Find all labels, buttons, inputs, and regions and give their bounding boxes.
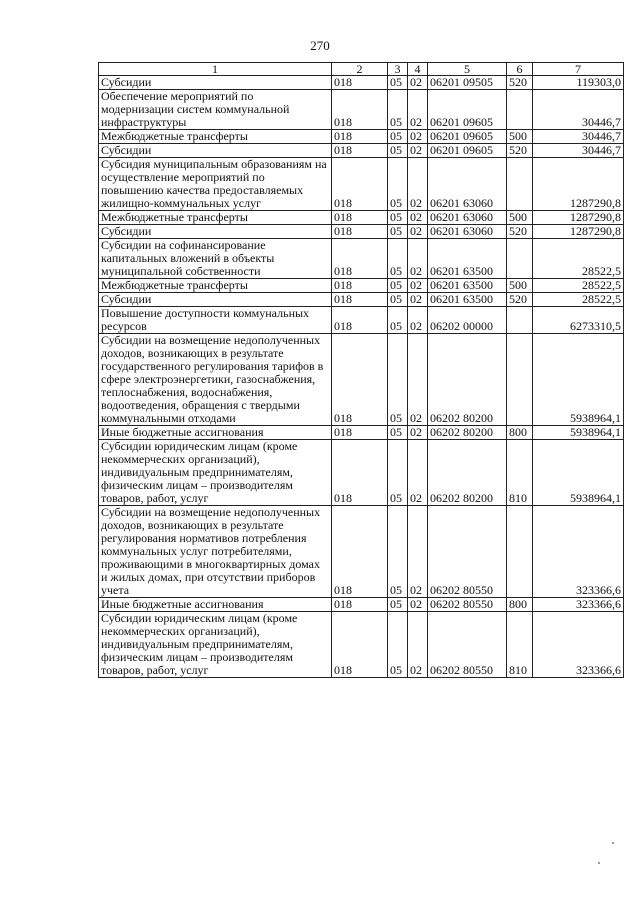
row-ved-code: 018 — [332, 130, 388, 144]
row-expense-type-code — [507, 307, 533, 334]
row-expense-type-code: 520 — [507, 293, 533, 307]
row-name: Субсидии на возмещение недополученных доходов, возникающих в результате государственного регулирования тарифов в сфере электроэнергетики, газоснабжения, теплоснабжения, водоснабжения, водоотведения, обращения с твердыми коммунальными отходами — [99, 334, 332, 426]
row-target-article-code: 06201 09505 — [428, 76, 507, 90]
row-ved-code: 018 — [332, 307, 388, 334]
header-col-3: 3 — [388, 63, 408, 76]
header-row — [99, 63, 624, 76]
row-expense-type-code: 520 — [507, 76, 533, 90]
table-row — [99, 506, 624, 598]
row-section-code: 05 — [388, 90, 408, 130]
scan-speck — [598, 862, 600, 864]
row-name: Межбюджетные трансферты — [99, 130, 332, 144]
scan-speck — [612, 842, 614, 844]
row-expense-type-code — [507, 90, 533, 130]
row-section-code: 05 — [388, 211, 408, 225]
row-subsection-code: 02 — [408, 307, 428, 334]
row-amount: 323366,6 — [533, 612, 624, 678]
row-target-article-code: 06201 63060 — [428, 158, 507, 211]
row-subsection-code: 02 — [408, 293, 428, 307]
row-subsection-code: 02 — [408, 334, 428, 426]
row-target-article-code: 06201 09605 — [428, 130, 507, 144]
row-name: Субсидии — [99, 293, 332, 307]
row-amount: 323366,6 — [533, 598, 624, 612]
row-ved-code: 018 — [332, 440, 388, 506]
row-amount: 28522,5 — [533, 293, 624, 307]
row-subsection-code: 02 — [408, 440, 428, 506]
row-ved-code: 018 — [332, 426, 388, 440]
row-amount: 323366,6 — [533, 506, 624, 598]
row-amount: 1287290,8 — [533, 158, 624, 211]
row-ved-code: 018 — [332, 506, 388, 598]
row-amount: 5938964,1 — [533, 334, 624, 426]
row-amount: 30446,7 — [533, 130, 624, 144]
row-subsection-code: 02 — [408, 158, 428, 211]
row-subsection-code: 02 — [408, 598, 428, 612]
row-name: Повышение доступности коммунальных ресурсов — [99, 307, 332, 334]
row-section-code: 05 — [388, 426, 408, 440]
row-target-article-code: 06201 63500 — [428, 279, 507, 293]
table-row — [99, 211, 624, 225]
table-row — [99, 76, 624, 90]
table-row — [99, 239, 624, 279]
row-name: Иные бюджетные ассигнования — [99, 426, 332, 440]
row-expense-type-code: 500 — [507, 279, 533, 293]
row-target-article-code: 06201 63500 — [428, 293, 507, 307]
row-section-code: 05 — [388, 225, 408, 239]
row-section-code: 05 — [388, 307, 408, 334]
table-row — [99, 440, 624, 506]
row-ved-code: 018 — [332, 279, 388, 293]
row-ved-code: 018 — [332, 158, 388, 211]
row-ved-code: 018 — [332, 293, 388, 307]
row-target-article-code: 06201 63060 — [428, 211, 507, 225]
row-expense-type-code — [507, 158, 533, 211]
row-amount: 6273310,5 — [533, 307, 624, 334]
table-row — [99, 130, 624, 144]
row-amount: 5938964,1 — [533, 440, 624, 506]
row-subsection-code: 02 — [408, 211, 428, 225]
header-col-7: 7 — [533, 63, 624, 76]
row-target-article-code: 06202 80200 — [428, 440, 507, 506]
row-section-code: 05 — [388, 506, 408, 598]
table-row — [99, 225, 624, 239]
row-ved-code: 018 — [332, 334, 388, 426]
row-section-code: 05 — [388, 76, 408, 90]
budget-table — [98, 62, 624, 678]
row-expense-type-code — [507, 506, 533, 598]
table-row — [99, 293, 624, 307]
row-name: Субсидии — [99, 76, 332, 90]
header-col-5: 5 — [428, 63, 507, 76]
row-name: Иные бюджетные ассигнования — [99, 598, 332, 612]
table-row — [99, 612, 624, 678]
row-target-article-code: 06202 80550 — [428, 612, 507, 678]
table-row — [99, 90, 624, 130]
row-target-article-code: 06201 09605 — [428, 144, 507, 158]
row-section-code: 05 — [388, 279, 408, 293]
row-ved-code: 018 — [332, 144, 388, 158]
row-expense-type-code: 500 — [507, 130, 533, 144]
header-col-6: 6 — [507, 63, 533, 76]
row-ved-code: 018 — [332, 598, 388, 612]
header-col-1: 1 — [99, 63, 332, 76]
row-target-article-code: 06202 00000 — [428, 307, 507, 334]
row-subsection-code: 02 — [408, 239, 428, 279]
row-expense-type-code: 520 — [507, 144, 533, 158]
row-name: Субсидии — [99, 144, 332, 158]
row-target-article-code: 06201 09605 — [428, 90, 507, 130]
row-section-code: 05 — [388, 239, 408, 279]
row-section-code: 05 — [388, 130, 408, 144]
row-subsection-code: 02 — [408, 76, 428, 90]
table-row — [99, 598, 624, 612]
row-expense-type-code: 500 — [507, 211, 533, 225]
row-subsection-code: 02 — [408, 144, 428, 158]
row-amount: 30446,7 — [533, 90, 624, 130]
row-ved-code: 018 — [332, 225, 388, 239]
row-expense-type-code: 810 — [507, 440, 533, 506]
row-name: Субсидии на возмещение недополученных доходов, возникающих в результате регулирования нормативов потребления коммунальных услуг потребителями, проживающими в многоквартирных домах и жилых домах, при отсутствии приборов учета — [99, 506, 332, 598]
row-section-code: 05 — [388, 334, 408, 426]
row-expense-type-code — [507, 239, 533, 279]
page-number: 270 — [310, 38, 330, 53]
row-section-code: 05 — [388, 144, 408, 158]
row-target-article-code: 06202 80200 — [428, 426, 507, 440]
row-expense-type-code: 800 — [507, 426, 533, 440]
row-ved-code: 018 — [332, 239, 388, 279]
row-target-article-code: 06201 63500 — [428, 239, 507, 279]
row-subsection-code: 02 — [408, 506, 428, 598]
row-name: Обеспечение мероприятий по модернизации систем коммунальной инфраструктуры — [99, 90, 332, 130]
row-name: Межбюджетные трансферты — [99, 211, 332, 225]
table-body — [99, 76, 624, 678]
row-ved-code: 018 — [332, 211, 388, 225]
row-expense-type-code: 810 — [507, 612, 533, 678]
row-amount: 1287290,8 — [533, 225, 624, 239]
row-name: Субсидии — [99, 225, 332, 239]
row-amount: 1287290,8 — [533, 211, 624, 225]
row-section-code: 05 — [388, 440, 408, 506]
row-ved-code: 018 — [332, 612, 388, 678]
row-section-code: 05 — [388, 612, 408, 678]
table-row — [99, 307, 624, 334]
header-col-4: 4 — [408, 63, 428, 76]
row-expense-type-code: 800 — [507, 598, 533, 612]
row-section-code: 05 — [388, 598, 408, 612]
row-amount: 119303,0 — [533, 76, 624, 90]
row-amount: 30446,7 — [533, 144, 624, 158]
row-name: Субсидии юридическим лицам (кроме некоммерческих организаций), индивидуальным предпринимателям, физическим лицам – производителям товаров, работ, услуг — [99, 612, 332, 678]
row-amount: 5938964,1 — [533, 426, 624, 440]
header-col-2: 2 — [332, 63, 388, 76]
row-ved-code: 018 — [332, 76, 388, 90]
row-amount: 28522,5 — [533, 239, 624, 279]
row-subsection-code: 02 — [408, 426, 428, 440]
row-amount: 28522,5 — [533, 279, 624, 293]
table-row — [99, 426, 624, 440]
row-expense-type-code: 520 — [507, 225, 533, 239]
row-ved-code: 018 — [332, 90, 388, 130]
table-row — [99, 144, 624, 158]
row-name: Межбюджетные трансферты — [99, 279, 332, 293]
table-row — [99, 334, 624, 426]
row-target-article-code: 06202 80200 — [428, 334, 507, 426]
row-subsection-code: 02 — [408, 90, 428, 130]
row-subsection-code: 02 — [408, 130, 428, 144]
table-row — [99, 279, 624, 293]
table-row — [99, 158, 624, 211]
row-subsection-code: 02 — [408, 612, 428, 678]
row-expense-type-code — [507, 334, 533, 426]
row-subsection-code: 02 — [408, 279, 428, 293]
row-section-code: 05 — [388, 293, 408, 307]
row-section-code: 05 — [388, 158, 408, 211]
row-target-article-code: 06201 63060 — [428, 225, 507, 239]
row-name: Субсидии на софинансирование капитальных вложений в объекты муниципальной собственности — [99, 239, 332, 279]
row-name: Субсидии юридическим лицам (кроме некоммерческих организаций), индивидуальным предпринимателям, физическим лицам – производителям товаров, работ, услуг — [99, 440, 332, 506]
row-target-article-code: 06202 80550 — [428, 598, 507, 612]
row-name: Субсидия муниципальным образованиям на осуществление мероприятий по повышению качества предоставляемых жилищно-коммунальных услуг — [99, 158, 332, 211]
row-target-article-code: 06202 80550 — [428, 506, 507, 598]
row-subsection-code: 02 — [408, 225, 428, 239]
